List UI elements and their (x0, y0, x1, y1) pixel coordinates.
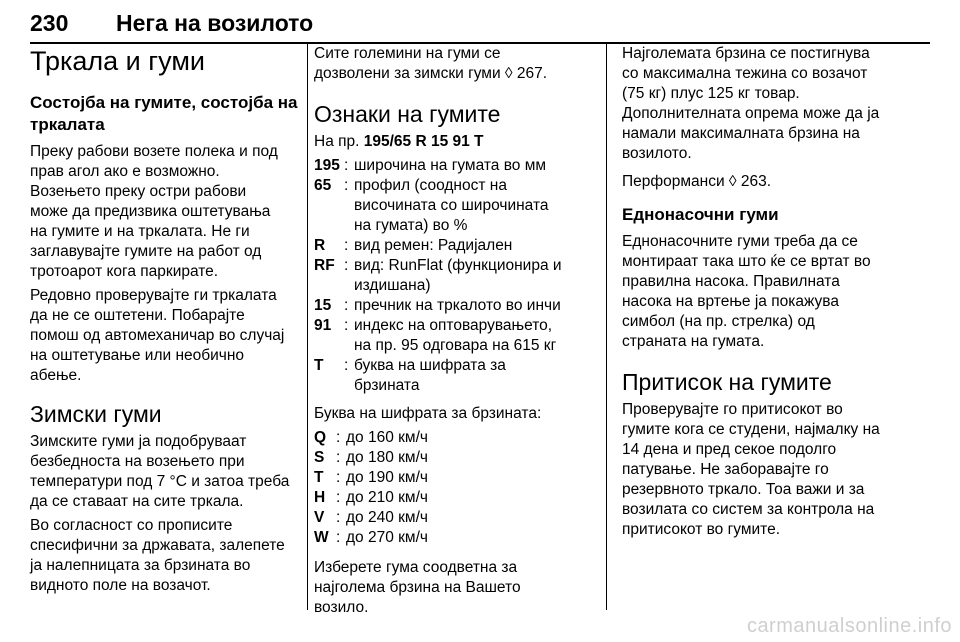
speed-code-separator: : (336, 449, 341, 466)
speed-code-key: H (314, 489, 326, 506)
speed-code-value: до 180 км/ч (346, 449, 428, 466)
paragraph-choose-tire: Изберете гума соодветна за најголема брзина на Вашето возило. (314, 559, 521, 616)
column-divider-1 (307, 44, 308, 610)
section-heading-directional-tires: Еднонасочни гуми (622, 205, 779, 224)
speed-code-separator: : (336, 509, 341, 526)
tire-code-value: буква на шифрата за брзината (354, 357, 506, 394)
paragraph-directional-tires: Еднонасочните гуми треба да се монтираат така што ќе се вртат во правилна насока. Правилната насока на вртење ја покажува симбол (на пр. стрелка) од страната на гумата. (622, 233, 871, 350)
paragraph-tire-pressure: Проверувајте го притисокот во гумите кога се студени, најмалку на 14 дена и пред секое подолго патување. Не заборавајте го резервното тркало. Тоа важи и за возилата со систем за контрола на притисокот во гумите. (622, 401, 880, 538)
paragraph-inspection: Редовно проверувајте ги тркалата да не се оштетени. Побарајте помош од автомеханичар во случај на оштетување или необично абење. (30, 287, 285, 384)
speed-code-separator: : (336, 429, 341, 446)
speed-code-list (314, 428, 592, 548)
speed-code-value: до 270 км/ч (346, 529, 428, 546)
example-prefix: На пр. (314, 133, 364, 150)
tire-code-separator: : (344, 257, 349, 274)
tire-code-key: RF (314, 257, 335, 274)
page-header (30, 8, 930, 42)
speed-code-value: до 190 км/ч (346, 469, 428, 486)
tire-code-key: 91 (314, 317, 332, 334)
running-title: Нега на возилото (116, 10, 314, 36)
paragraph-max-speed: Најголемата брзина се постигнува со максимална тежина со возачот (75 кг) плус 125 кг товар. Дополнителната опрема може да ја намали максималната брзина на возилото. (622, 45, 880, 162)
tire-code-key: R (314, 237, 326, 254)
paragraph-speed-sticker: Во согласност со прописите спесифични за државата, залепете ја налепницата за брзината во видното поле на возачот. (30, 517, 285, 594)
column-middle (314, 44, 592, 622)
speed-code-value: до 210 км/ч (346, 489, 428, 506)
tire-code-example (314, 132, 592, 152)
section-heading-tire-pressure: Притисок на гумите (622, 369, 832, 395)
example-code: 195/65 R 15 91 T (363, 133, 484, 150)
tire-code-value: пречник на тркалото во инчи (354, 297, 561, 314)
column-left (30, 44, 298, 600)
tire-code-separator: : (344, 297, 349, 314)
tire-code-list (314, 156, 592, 396)
tire-code-separator: : (344, 157, 349, 174)
tire-code-key: T (314, 357, 324, 374)
paragraph-curbs: Преку рабови возете полека и под прав агол ако е возможно. Возењето преку остри рабови може да предизвика оштетувања на гумите и на тркалата. Не ги заглавувајте гумите на работ од тротоарот кога паркирате. (30, 143, 278, 280)
watermark: carmanualsonline.info (746, 615, 952, 637)
tire-code-value: вид: RunFlat (функционира и издишана) (354, 257, 562, 294)
speed-code-key: T (314, 469, 324, 486)
tire-code-separator: : (344, 237, 349, 254)
tire-code-value: широчина на гумата во мм (354, 157, 547, 174)
speed-code-key: W (314, 529, 329, 546)
speed-code-key: S (314, 449, 325, 466)
speed-intro: Буква на шифрата за брзината: (314, 405, 542, 422)
page-number: 230 (30, 10, 69, 36)
speed-code-separator: : (336, 529, 341, 546)
tire-code-value: профил (соодност на височината со широчината на гумата) во % (354, 177, 549, 234)
section-heading-winter-tires: Зимски гуми (30, 401, 162, 427)
speed-code-key: Q (314, 429, 327, 446)
tire-code-separator: : (344, 177, 349, 194)
paragraph-tire-sizes: Сите големини на гуми се дозволени за зимски гуми ◊ 267. (314, 45, 548, 82)
tire-code-key: 15 (314, 297, 332, 314)
column-right (622, 44, 890, 544)
tire-code-value: индекс на оптоварувањето, на пр. 95 одговара на 615 кг (354, 317, 557, 354)
chapter-title: Тркала и гуми (30, 46, 205, 76)
speed-code-value: до 240 км/ч (346, 509, 428, 526)
speed-code-separator: : (336, 469, 341, 486)
speed-code-separator: : (336, 489, 341, 506)
column-divider-2 (606, 44, 607, 610)
tire-code-value: вид ремен: Радијален (354, 237, 513, 254)
section-heading-tire-condition: Состојба на гумите, состојба на тркалата (30, 93, 298, 134)
paragraph-winter-tires: Зимските гуми ја подобруваат безбедноста на возењето при температури под 7 °C и затоа треба да се ставаат на сите тркала. (30, 433, 290, 510)
tire-code-key: 195 (314, 157, 340, 174)
speed-code-key: V (314, 509, 325, 526)
paragraph-performance-ref: Перформанси ◊ 263. (622, 173, 772, 190)
tire-code-separator: : (344, 357, 349, 374)
section-heading-tire-designations: Ознаки на гумите (314, 101, 501, 127)
tire-code-key: 65 (314, 177, 332, 194)
speed-code-value: до 160 км/ч (346, 429, 428, 446)
tire-code-separator: : (344, 317, 349, 334)
